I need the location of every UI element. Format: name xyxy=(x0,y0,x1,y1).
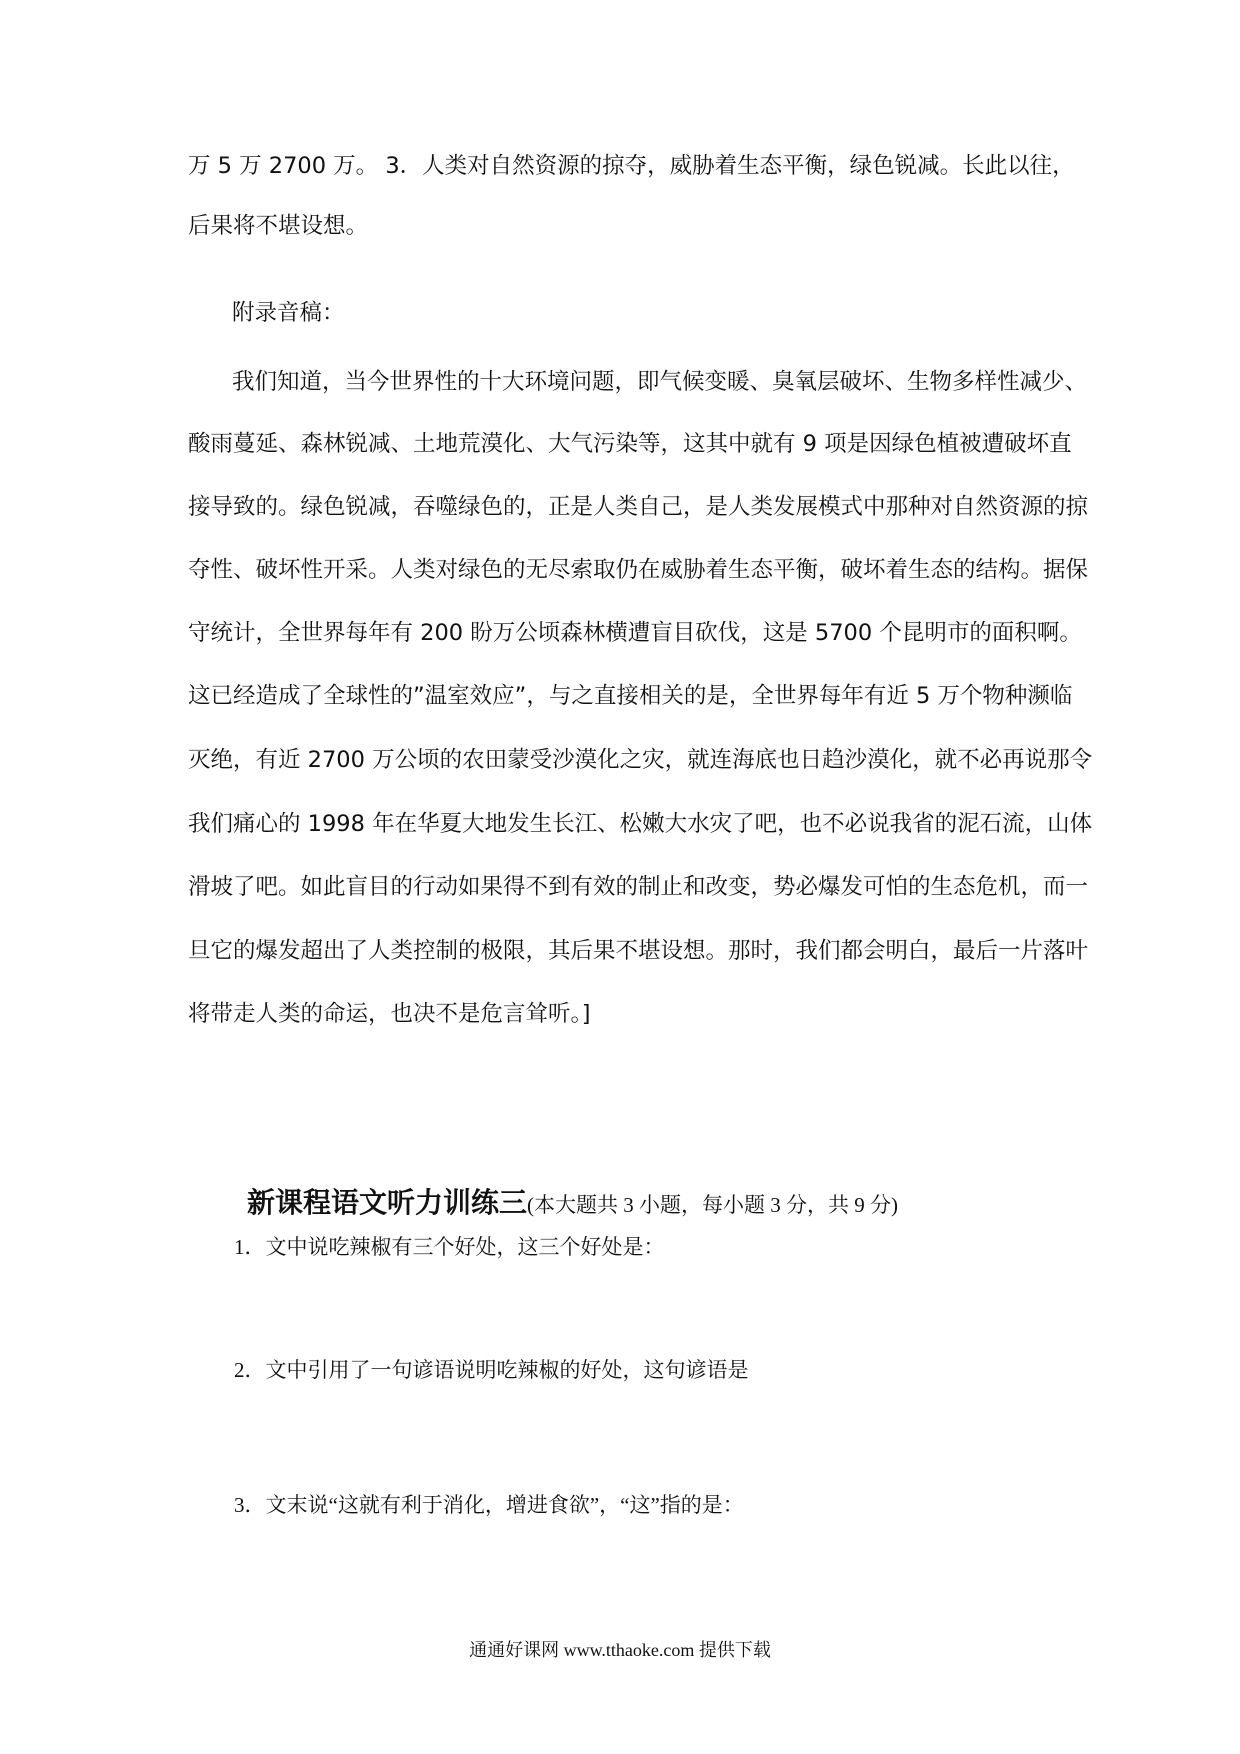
question-1: 1．文中说吃辣椒有三个好处，这三个好处是： xyxy=(234,1235,665,1259)
section-title: 新课程语文听力训练三 xyxy=(247,1186,528,1219)
transcript-line: 酸雨蔓延、森林锐减、土地荒漠化、大气污染等，这其中就有 9 项是因绿色植被遭破坏直 xyxy=(188,431,1072,457)
transcript-line: 这已经造成了全球性的”温室效应”，与之直接相关的是，全世界每年有近 5 万个物种濒临 xyxy=(188,683,1073,709)
page-footer: 通通好课网 www.tthaoke.com 提供下载 xyxy=(469,1640,771,1660)
transcript-line: 守统计，全世界每年有 200 盼万公顷森林横遭盲目砍伐，这是 5700 个昆明市的面积啊。 xyxy=(188,620,1082,646)
transcript-line: 夺性、破坏性开采。人类对绿色的无尽索取仍在威胁着生态平衡，破坏着生态的结构。据保 xyxy=(188,557,1089,583)
transcript-line: 我们痛心的 1998 年在华夏大地发生长江、松嫩大水灾了吧，也不必说我省的泥石流，山体 xyxy=(188,811,1093,837)
section-heading xyxy=(247,1183,898,1228)
answer-line-2: 后果将不堪设想。 xyxy=(188,213,369,239)
transcript-line: 将带走人类的命运，也决不是危言耸听。] xyxy=(188,1001,591,1027)
question-2: 2．文中引用了一句谚语说明吃辣椒的好处，这句谚语是 xyxy=(234,1358,749,1382)
transcript-line: 接导致的。绿色锐减，吞噬绿色的，正是人类自己，是人类发展模式中那种对自然资源的掠 xyxy=(188,494,1089,520)
question-3: 3．文末说“这就有利于消化，增进食欲”，“这”指的是： xyxy=(234,1493,744,1517)
answer-line-1: 万 5 万 2700 万。 3．人类对自然资源的掠夺，威胁着生态平衡，绿色锐减。长此以往， xyxy=(188,153,1075,179)
transcript-line: 灭绝，有近 2700 万公顷的农田蒙受沙漠化之灾，就连海底也日趋沙漠化，就不必再说那令 xyxy=(188,747,1093,773)
section-subtitle: (本大题共 3 小题，每小题 3 分，共 9 分) xyxy=(527,1193,899,1217)
appendix-heading: 附录音稿： xyxy=(232,300,345,326)
transcript-line: 旦它的爆发超出了人类控制的极限，其后果不堪设想。那时，我们都会明白，最后一片落叶 xyxy=(188,938,1089,964)
transcript-line: 滑坡了吧。如此盲目的行动如果得不到有效的制止和改变，势必爆发可怕的生态危机，而一 xyxy=(188,874,1089,900)
transcript-line: 我们知道，当今世界性的十大环境问题，即气候变暖、臭氧层破坏、生物多样性减少、 xyxy=(232,369,1088,395)
